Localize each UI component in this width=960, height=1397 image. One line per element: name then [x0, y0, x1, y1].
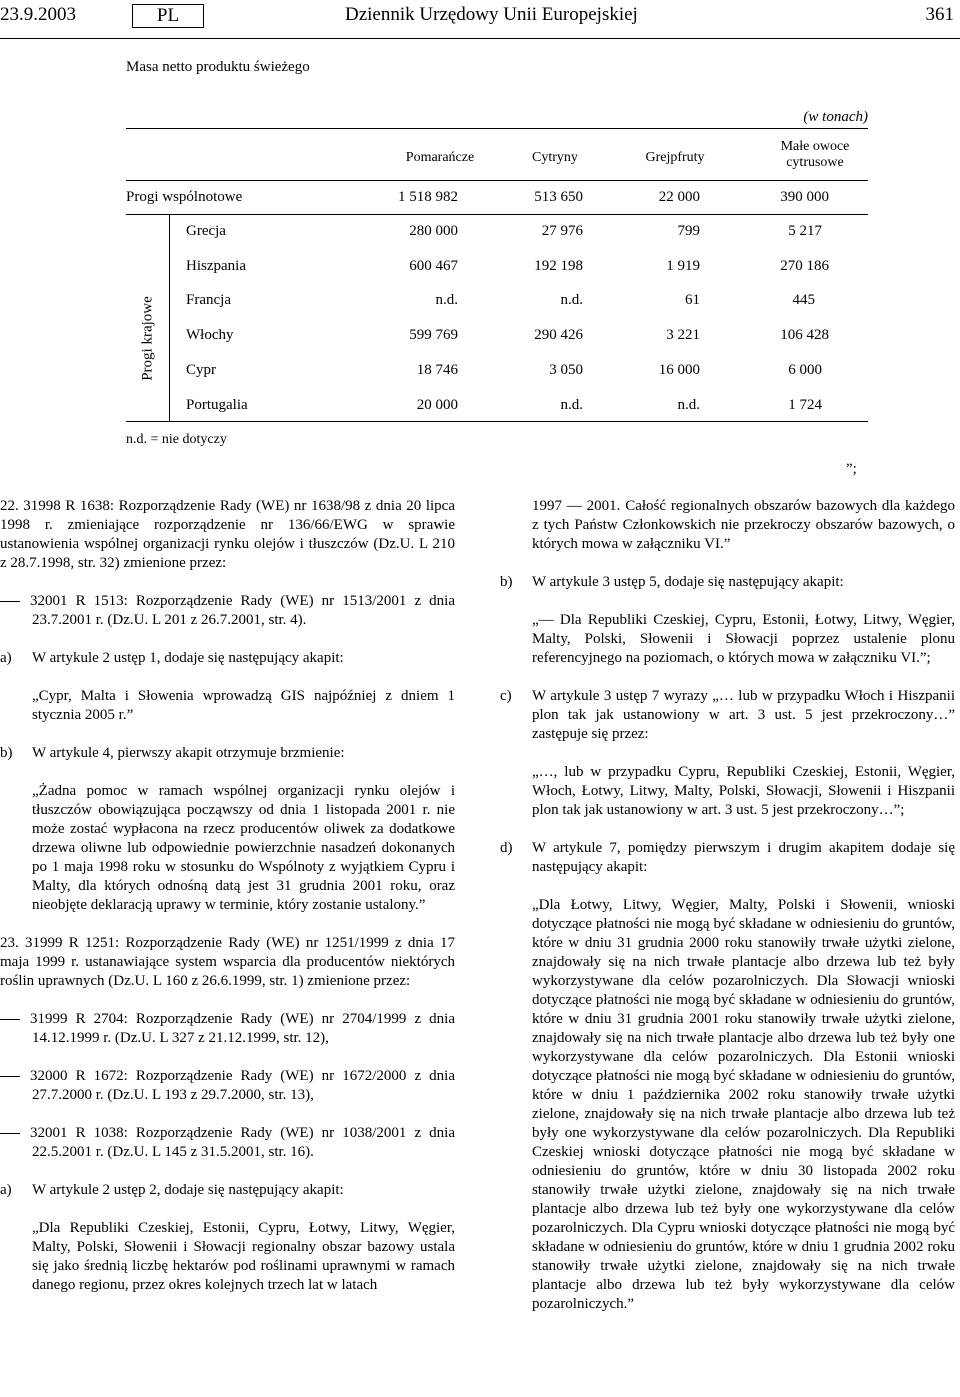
table-community-rule: [126, 214, 868, 215]
point-label: d): [500, 840, 513, 856]
row-label: Włochy: [186, 327, 234, 343]
row-label: Francja: [186, 292, 231, 308]
cell: 5 217: [788, 223, 822, 239]
dash-icon: [0, 1133, 20, 1134]
cell: 280 000: [409, 223, 458, 239]
quote-continuation: 1997 — 2001. Całość regionalnych obszarów bazowych dla każdego z tych Państw Członkowskich nie przekroczy obszarów bazowych, o których mowa w załączniku VI.”: [532, 498, 955, 552]
paragraph-22: 22. 31998 R 1638: Rozporządzenie Rady (WE) nr 1638/98 z dnia 20 lipca 1998 r. zmieniające rozporządzenie nr 136/66/EWG w sprawie ustanowienia wspólnej organizacji rynku olejów i tłuszczów (Dz.U. L 210 z 28.7.1998, str. 32) zmienione przez:: [0, 498, 455, 571]
point-label: a): [0, 650, 12, 666]
amendment-item: [0, 1067, 455, 1105]
cell: 799: [677, 223, 700, 239]
cell: 445: [792, 292, 815, 308]
dash-icon: [0, 1076, 20, 1077]
header-date: 23.9.2003: [0, 4, 76, 25]
amendment-item: [0, 592, 455, 630]
right-column: [500, 497, 955, 1314]
point-a: [0, 649, 455, 668]
language-badge: PL: [132, 4, 204, 28]
amendment-item: [0, 1124, 455, 1162]
point-text: W artykule 2 ustęp 1, dodaje się następujący akapit:: [32, 650, 344, 666]
cell: 18 746: [416, 362, 458, 378]
col-header-oranges: Pomarańcze: [405, 150, 475, 165]
dash-icon: [0, 1019, 20, 1020]
page-number: 361: [925, 4, 954, 25]
table-bottom-rule: [126, 421, 868, 422]
cell: n.d.: [435, 292, 458, 308]
cell: 3 221: [666, 327, 700, 343]
row-label-community: Progi wspólnotowe: [126, 189, 243, 205]
point-d: [500, 839, 955, 877]
point-label: b): [0, 745, 13, 761]
quote-block: „Cypr, Malta i Słowenia wprowadzą GIS najpóźniej z dniem 1 stycznia 2005 r.”: [32, 688, 455, 723]
point-b: [500, 573, 955, 592]
point-text: W artykule 3 ustęp 7 wyrazy „… lub w przypadku Włoch i Hiszpanii plon tak jak ustanowiony w art. 3 ust. 5 jest przekroczony…” zastępuje się przez:: [532, 688, 955, 742]
cell: 106 428: [780, 327, 829, 343]
paragraph-23: 23. 31999 R 1251: Rozporządzenie Rady (WE) nr 1251/1999 z dnia 17 maja 1999 r. ustanawiające system wsparcia dla producentów niektórych roślin uprawnych (Dz.U. L 160 z 26.6.1999, str. 1) zmienione przez:: [0, 935, 455, 989]
quote-block: „Żadna pomoc w ramach wspólnej organizacji rynku olejów i tłuszczów obowiązująca począwszy od dnia 1 listopada 2001 r. nie może zostać wypłacona na rzecz producentów oliwek za dodatkowe drzewa oliwne lub odpowiednie powierzchnie nasadzeń dokonanych po 1 maja 1998 roku w stosunku do Wspólnoty z wyjątkiem Cypru i Malty, dla których odnośną datą jest 31 grudnia 2001 roku, oraz nieobjęte deklaracją uprawy w terminie, który zostanie ustalony.”: [32, 783, 455, 913]
table-group-divider: [169, 214, 170, 421]
header-rule: [0, 38, 960, 39]
amendment-text: 31999 R 2704: Rozporządzenie Rady (WE) nr 2704/1999 z dnia 14.12.1999 r. (Dz.U. L 327 z 21.12.1999, str. 12),: [30, 1011, 455, 1046]
cell: n.d.: [560, 292, 583, 308]
cell: 1 518 982: [398, 189, 458, 205]
table-footnote: n.d. = nie dotyczy: [126, 432, 227, 447]
cell: 192 198: [534, 258, 583, 274]
cell: 1 919: [666, 258, 700, 274]
table-caption: Masa netto produktu świeżego: [126, 59, 310, 75]
amendment-text: 32000 R 1672: Rozporządzenie Rady (WE) nr 1672/2000 z dnia 27.7.2000 r. (Dz.U. L 193 z 29.7.2000, str. 13),: [30, 1068, 455, 1103]
amendment-text: 32001 R 1513: Rozporządzenie Rady (WE) nr 1513/2001 z dnia 23.7.2001 r. (Dz.U. L 201 z 26.7.2001, str. 4).: [30, 593, 455, 628]
dash-icon: [0, 601, 20, 602]
point-text: W artykule 2 ustęp 2, dodaje się następujący akapit:: [32, 1182, 344, 1198]
cell: 16 000: [658, 362, 700, 378]
cell: 1 724: [788, 397, 822, 413]
col-header-lemons: Cytryny: [532, 150, 578, 165]
cell: n.d.: [560, 397, 583, 413]
col-header-grapefruit: Grejpfruty: [645, 150, 705, 165]
cell: 290 426: [534, 327, 583, 343]
point-b: [0, 744, 455, 763]
cell: 270 186: [780, 258, 829, 274]
national-thresholds-label: Progi krajowe: [139, 296, 156, 381]
row-label: Grecja: [186, 223, 226, 239]
cell: 6 000: [788, 362, 822, 378]
table-unit: (w tonach): [803, 109, 868, 125]
point-label: a): [0, 1182, 12, 1198]
point-c: [500, 687, 955, 744]
row-label: Cypr: [186, 362, 216, 378]
point-label: c): [500, 688, 512, 704]
cell: 61: [685, 292, 700, 308]
col-header-small-citrus: Małe owoce cytrusowe: [780, 139, 850, 170]
quote-block: „…, lub w przypadku Cypru, Republiki Czeskiej, Estonii, Węgier, Włoch, Łotwy, Litwy, Malty, Polski, Słowacji, Słowenii i Hiszpanii plon tak jak ustanowiony w art. 3 ust. 5 jest przekroczony…”;: [532, 764, 955, 818]
quote-block: „— Dla Republiki Czeskiej, Cypru, Estonii, Łotwy, Litwy, Węgier, Malty, Polski, Słowenii i Słowacji poprzez ustalenie plonu referencyjnego na poziomach, o których mowa w załączniku VI.”;: [532, 612, 955, 666]
point-text: W artykule 4, pierwszy akapit otrzymuje brzmienie:: [32, 745, 345, 761]
point-text: W artykule 7, pomiędzy pierwszym i drugim akapitem dodaje się następujący akapit:: [532, 840, 955, 875]
journal-title: Dziennik Urzędowy Unii Europejskiej: [345, 4, 638, 25]
cell: 600 467: [409, 258, 458, 274]
quote-block: „Dla Republiki Czeskiej, Estonii, Cypru, Łotwy, Litwy, Węgier, Malty, Polski, Słowenii i Słowacji regionalny obszar bazowy ustala się jako średnią liczbę hektarów pod roślinami uprawnymi w ramach danego regionu, przez okres kolejnych trzech lat w latach: [32, 1220, 455, 1293]
cell: 27 976: [541, 223, 583, 239]
amendment-text: 32001 R 1038: Rozporządzenie Rady (WE) nr 1038/2001 z dnia 22.5.2001 r. (Dz.U. L 145 z 31.5.2001, str. 16).: [30, 1125, 455, 1160]
point-text: W artykule 3 ustęp 5, dodaje się następujący akapit:: [532, 574, 844, 590]
row-label: Hiszpania: [186, 258, 246, 274]
cell: 3 050: [549, 362, 583, 378]
cell: 22 000: [658, 189, 700, 205]
cell: 599 769: [409, 327, 458, 343]
cell: 20 000: [416, 397, 458, 413]
point-a: [0, 1181, 455, 1200]
cell: 390 000: [780, 189, 829, 205]
table-top-rule: [126, 128, 868, 129]
amendment-item: [0, 1010, 455, 1048]
quote-block: „Dla Łotwy, Litwy, Węgier, Malty, Polski i Słowenii, wnioski dotyczące płatności nie mogą być składane w odniesieniu do gruntów, które w dniu 31 grudnia 2000 roku stanowiły trwałe użytki zielone, znajdowały się na nich trwałe plantacje albo drzewa lub też były wykorzystywane dla celów pozarolniczych. Dla Słowacji wnioski dotyczące płatności nie mogą być składane w odniesieniu do gruntów, które w dniu 31 grudnia 2001 roku stanowiły trwałe użytki zielone, znajdowały się na nich trwałe plantacje albo drzewa lub też były one wykorzystywane dla celów pozarolniczych. Dla Estonii wnioski dotyczące płatności nie mogą być składane w odniesieniu do gruntów, które w dniu 1 października 2002 roku stanowiły trwałe użytki zielone, znajdowały się na nich trwałe plantacje albo drzewa lub też były one wykorzystywane dla celów pozarolniczych. Dla Republiki Czeskiej wnioski dotyczące płatności nie mogą być składane w odniesieniu do gruntów, które w dniu 30 listopada 2002 roku stanowiły trwałe użytki zielone, znajdowały się na nich trwałe plantacje albo drzewa lub też były one wykorzystywane dla celów pozarolniczych. Dla Cypru wnioski dotyczące płatności nie mogą być składane w odniesieniu do gruntów, które w dniu 1 grudnia 2002 roku stanowiły trwałe użytki zielone, znajdowały się na nich trwałe plantacje albo drzewa lub też były wykorzystywane dla celów pozarolniczych.”: [532, 897, 955, 1312]
closing-quote: ”;: [846, 461, 857, 477]
cell: 513 650: [534, 189, 583, 205]
left-column: [0, 497, 455, 1295]
row-label: Portugalia: [186, 397, 248, 413]
cell: n.d.: [677, 397, 700, 413]
point-label: b): [500, 574, 513, 590]
table-header-rule: [126, 180, 868, 181]
